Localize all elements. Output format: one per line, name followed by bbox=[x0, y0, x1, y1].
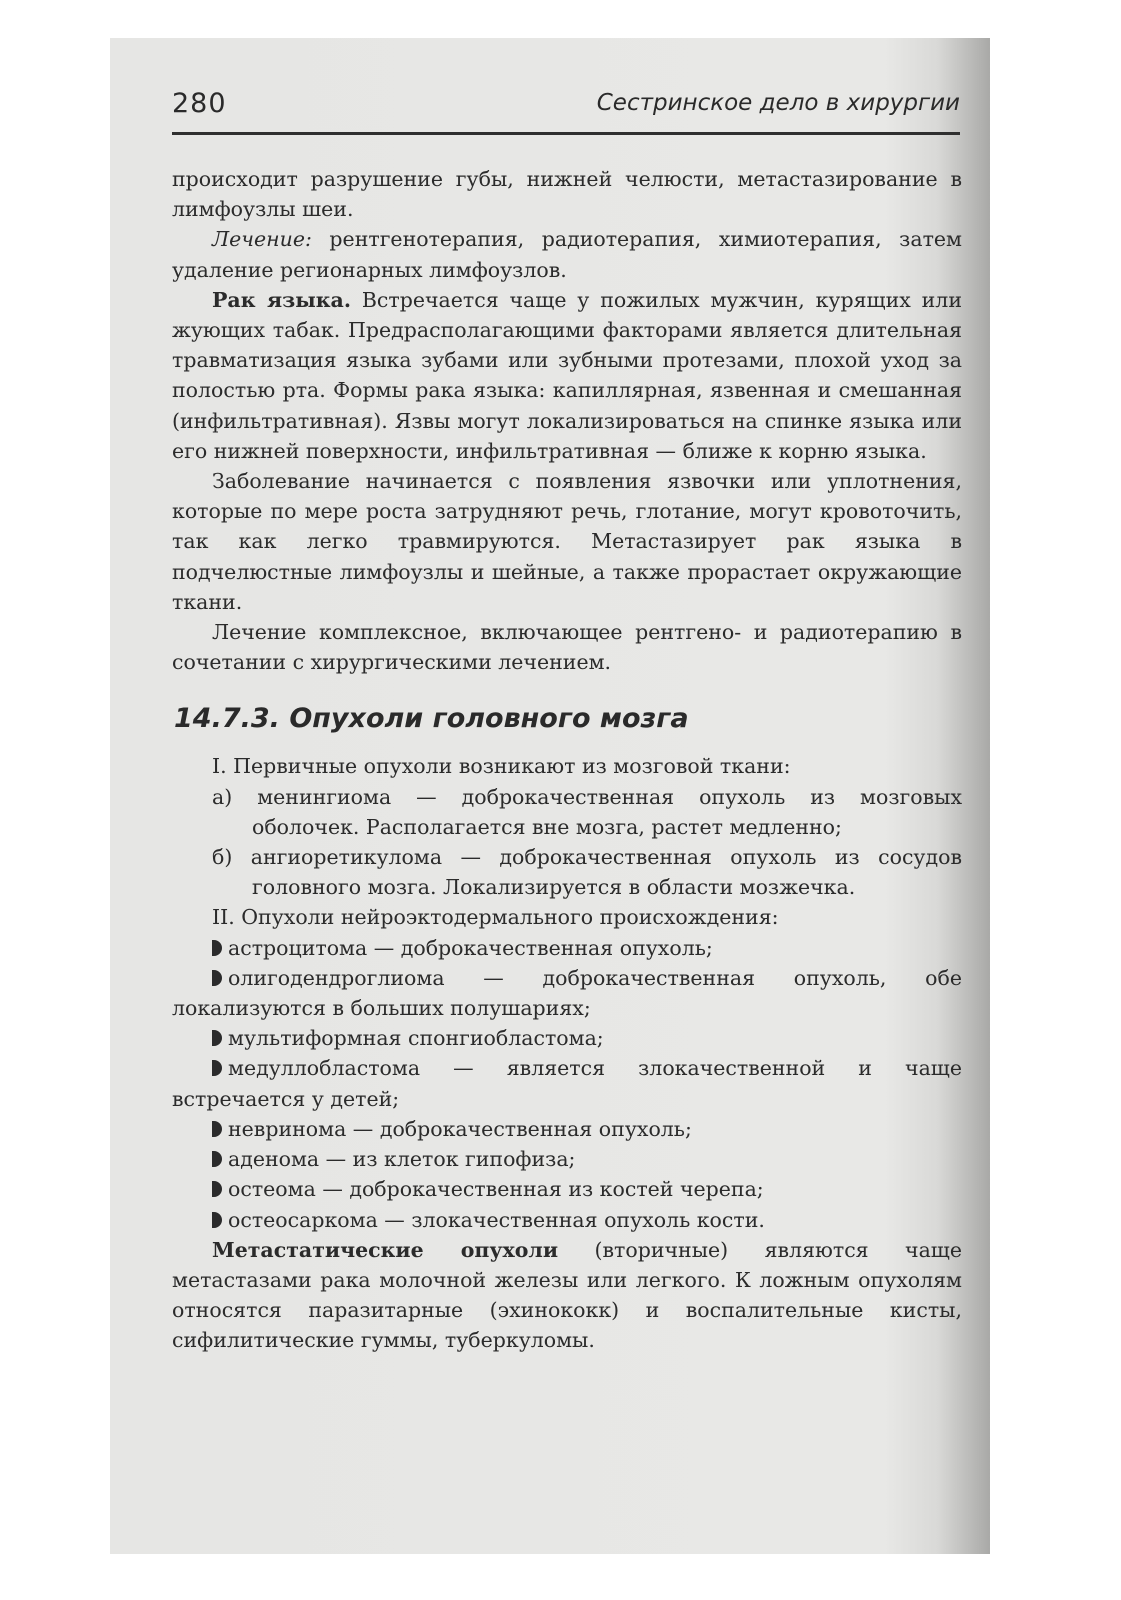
paragraph-text: (вторичные) являются чаще метастазами рака молочной железы или легкого. К ложным опухолям относятся паразитарные (эхинококк) и воспалительные кисты, сифилитические гуммы, туберкуломы. bbox=[172, 1237, 963, 1353]
tongue-cancer-label: Рак языка. bbox=[212, 287, 351, 312]
paragraph-tongue-cancer bbox=[172, 285, 962, 466]
list-item-text: аденома — из клеток гипофиза; bbox=[228, 1147, 576, 1172]
list-item bbox=[172, 1174, 962, 1204]
list-item: а) менингиома — доброкачественная опухоль из мозговых оболочек. Располагается вне мозга, растет медленно; bbox=[212, 784, 962, 839]
bullet-icon bbox=[212, 940, 222, 956]
scanned-page bbox=[110, 38, 990, 1554]
paragraph-text: рентгенотерапия, радиотерапия, химиотерапия, затем удаление регионарных лимфоузлов. bbox=[172, 227, 962, 282]
header-rule bbox=[172, 132, 960, 135]
running-head: Сестринское дело в хирургии bbox=[596, 90, 960, 116]
bullet-icon bbox=[212, 1181, 222, 1197]
page-number: 280 bbox=[172, 88, 227, 119]
paragraph-disease-onset bbox=[172, 466, 962, 617]
paragraph-metastatic bbox=[172, 1235, 962, 1356]
list-item-text: астроцитома — доброкачественная опухоль; bbox=[228, 935, 713, 960]
paragraph-text: Заболевание начинается с появления язвочки или уплотнения, которые по мере роста затрудняют речь, глотание, могут кровоточить, так как легко травмируются. Метастазирует рак языка в подчелюстные лимфоузлы и шейные, а также прорастает окружающие ткани. bbox=[172, 469, 962, 614]
list-heading-primary: I. Первичные опухоли возникают из мозговой ткани: bbox=[212, 754, 791, 779]
list-item bbox=[172, 1114, 962, 1144]
list-item-text: олигодендроглиома — доброкачественная опухоль, обе локализуются в больших полушариях; bbox=[172, 965, 962, 1021]
list-item-text: невринома — доброкачественная опухоль; bbox=[228, 1116, 692, 1141]
list-item bbox=[172, 933, 962, 963]
section-title: 14.7.3. Опухоли головного мозга bbox=[174, 703, 689, 735]
list-item-text: мультиформная спонгиобластома; bbox=[228, 1026, 604, 1051]
list-item-text: остеома — доброкачественная из костей черепа; bbox=[228, 1177, 764, 1202]
page-header bbox=[172, 88, 960, 128]
list-item bbox=[172, 1144, 962, 1174]
paragraph-text: происходит разрушение губы, нижней челюсти, метастазирование в лимфоузлы шеи. bbox=[172, 167, 962, 222]
bullet-icon bbox=[212, 1151, 222, 1167]
bullet-icon bbox=[212, 1030, 222, 1046]
list-item bbox=[172, 1053, 962, 1113]
paragraph-text: Лечение комплексное, включающее рентгено- и радиотерапию в сочетании с хирургическими лечением. bbox=[172, 620, 962, 675]
paragraph-treatment bbox=[172, 224, 962, 284]
bullet-icon bbox=[212, 970, 222, 986]
bullet-icon bbox=[212, 1121, 222, 1137]
paragraph-continuation bbox=[172, 164, 962, 224]
list-item-text: медуллобластома — является злокачественной и чаще встречается у детей; bbox=[172, 1056, 962, 1111]
metastatic-label: Метастатические опухоли bbox=[212, 1237, 559, 1262]
list-heading-neuroectodermal: II. Опухоли нейроэктодермального происхождения: bbox=[212, 905, 779, 930]
treatment-label: Лечение: bbox=[212, 227, 312, 252]
paragraph-complex-treatment bbox=[172, 617, 962, 677]
bullet-icon bbox=[212, 1212, 222, 1228]
list-item-text: остеосаркома — злокачественная опухоль кости. bbox=[228, 1207, 765, 1232]
list-item bbox=[172, 1205, 962, 1235]
list-item: б) ангиоретикулома — доброкачественная опухоль из сосудов головного мозга. Локализируется в области мозжечка. bbox=[212, 845, 962, 900]
bullet-icon bbox=[212, 1060, 222, 1076]
body-text bbox=[172, 164, 962, 1356]
list-item bbox=[172, 1023, 962, 1053]
list-item bbox=[172, 963, 962, 1023]
paragraph-text: Встречается чаще у пожилых мужчин, курящих или жующих табак. Предрасполагающими факторами является длительная травматизация языка зубами или зубными протезами, плохой уход за полостью рта. Формы рака языка: капиллярная, язвенная и смешанная (инфильтративная). Язвы могут локализироваться на спинке языка или его нижней поверхности, инфильтративная — ближе к корню языка. bbox=[172, 287, 962, 463]
